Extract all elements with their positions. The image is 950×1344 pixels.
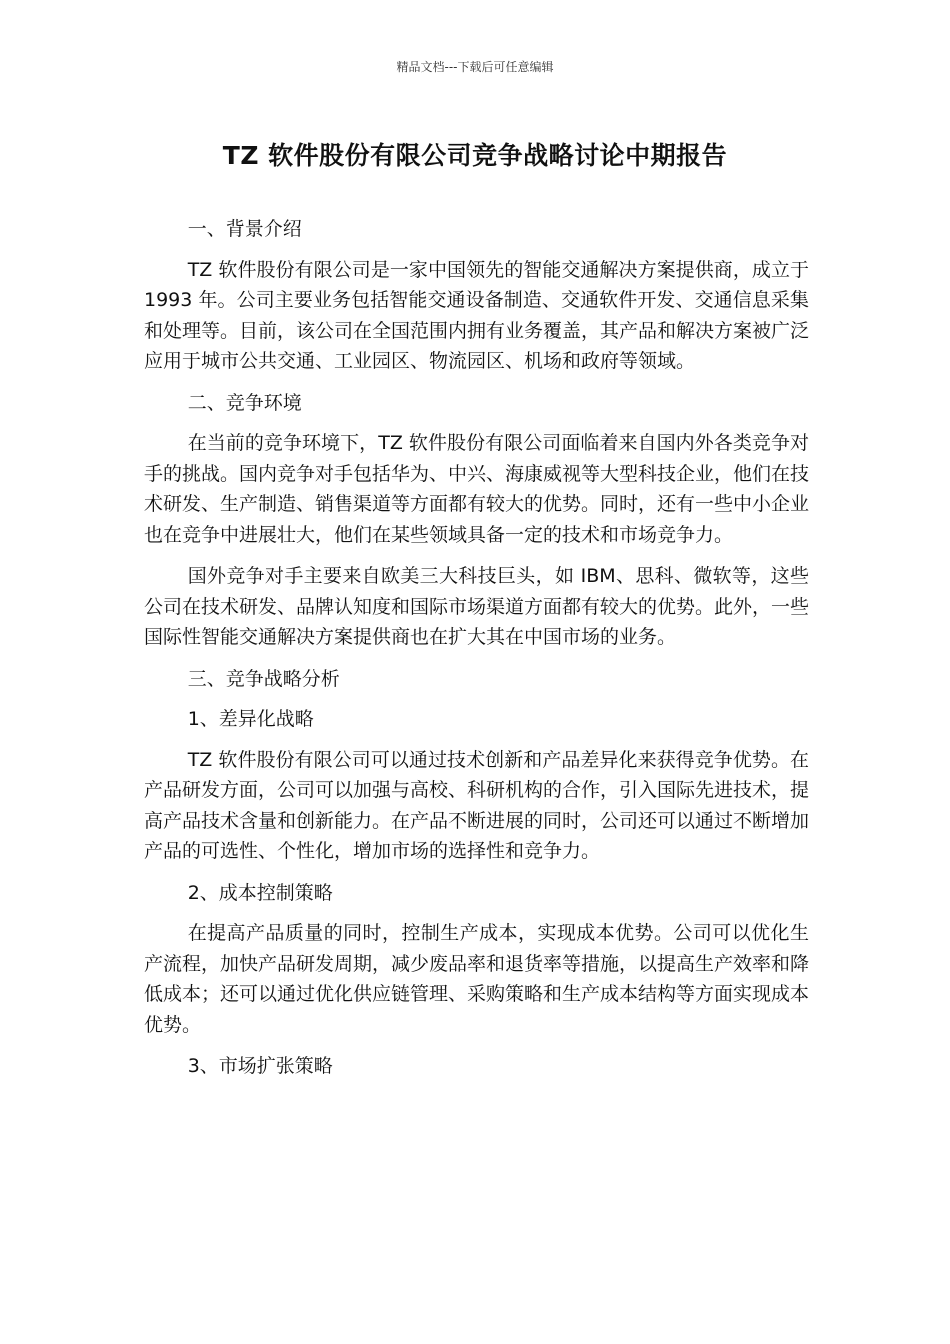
section-heading-background: 一、背景介绍 [187, 218, 302, 240]
subheading-differentiation: 1、差异化战略 [187, 708, 314, 730]
paragraph-background: TZ 软件股份有限公司是一家中国领先的智能交通解决方案提供商，成立于 1993 年。公司主要业务包括智能交通设备制造、交通软件开发、交通信息采集和处理等。目前，该公司在全国范围内拥有业务覆盖，其产品和解决方案被广泛应用于城市公共交通、工业园区、物流园区、机场和政府等领域。 [144, 258, 810, 372]
paragraph-cost-control: 在提高产品质量的同时，控制生产成本，实现成本优势。公司可以优化生产流程，加快产品研发周期，减少废品率和退货率等措施，以提高生产效率和降低成本；还可以通过优化供应链管理、采购策略和生产成本结构等方面实现成本优势。 [144, 922, 810, 1036]
subheading-market-expansion: 3、市场扩张策略 [187, 1055, 333, 1077]
section-heading-strategy-analysis: 三、竞争战略分析 [187, 667, 340, 690]
paragraph-domestic-competition: 在当前的竞争环境下，TZ 软件股份有限公司面临着来自国内外各类竞争对手的挑战。国内竞争对手包括华为、中兴、海康威视等大型科技企业，他们在技术研发、生产制造、销售渠道等方面都有较大的优势。同时，还有一些中小企业也在竞争中进展壮大，他们在某些领域具备一定的技术和市场竞争力。 [144, 432, 810, 546]
paragraph-foreign-competition: 国外竞争对手主要来自欧美三大科技巨头，如 IBM、思科、微软等，这些公司在技术研发、品牌认知度和国际市场渠道方面都有较大的优势。此外，一些国际性智能交通解决方案提供商也在扩大其在中国市场的业务。 [144, 565, 810, 648]
section-heading-competition: 二、竞争环境 [187, 391, 302, 414]
page-header: 精品文档---下载后可任意编辑 [396, 60, 554, 74]
document-body [144, 214, 809, 1092]
subheading-cost-control: 2、成本控制策略 [187, 881, 333, 904]
paragraph-differentiation: TZ 软件股份有限公司可以通过技术创新和产品差异化来获得竞争优势。在产品研发方面，公司可以加强与高校、科研机构的合作，引入国际先进技术，提高产品技术含量和创新能力。在产品不断进展的同时，公司还可以通过不断增加产品的可选性、个性化，增加市场的选择性和竞争力。 [144, 748, 810, 862]
document-title: TZ 软件股份有限公司竞争战略讨论中期报告 [222, 141, 728, 170]
